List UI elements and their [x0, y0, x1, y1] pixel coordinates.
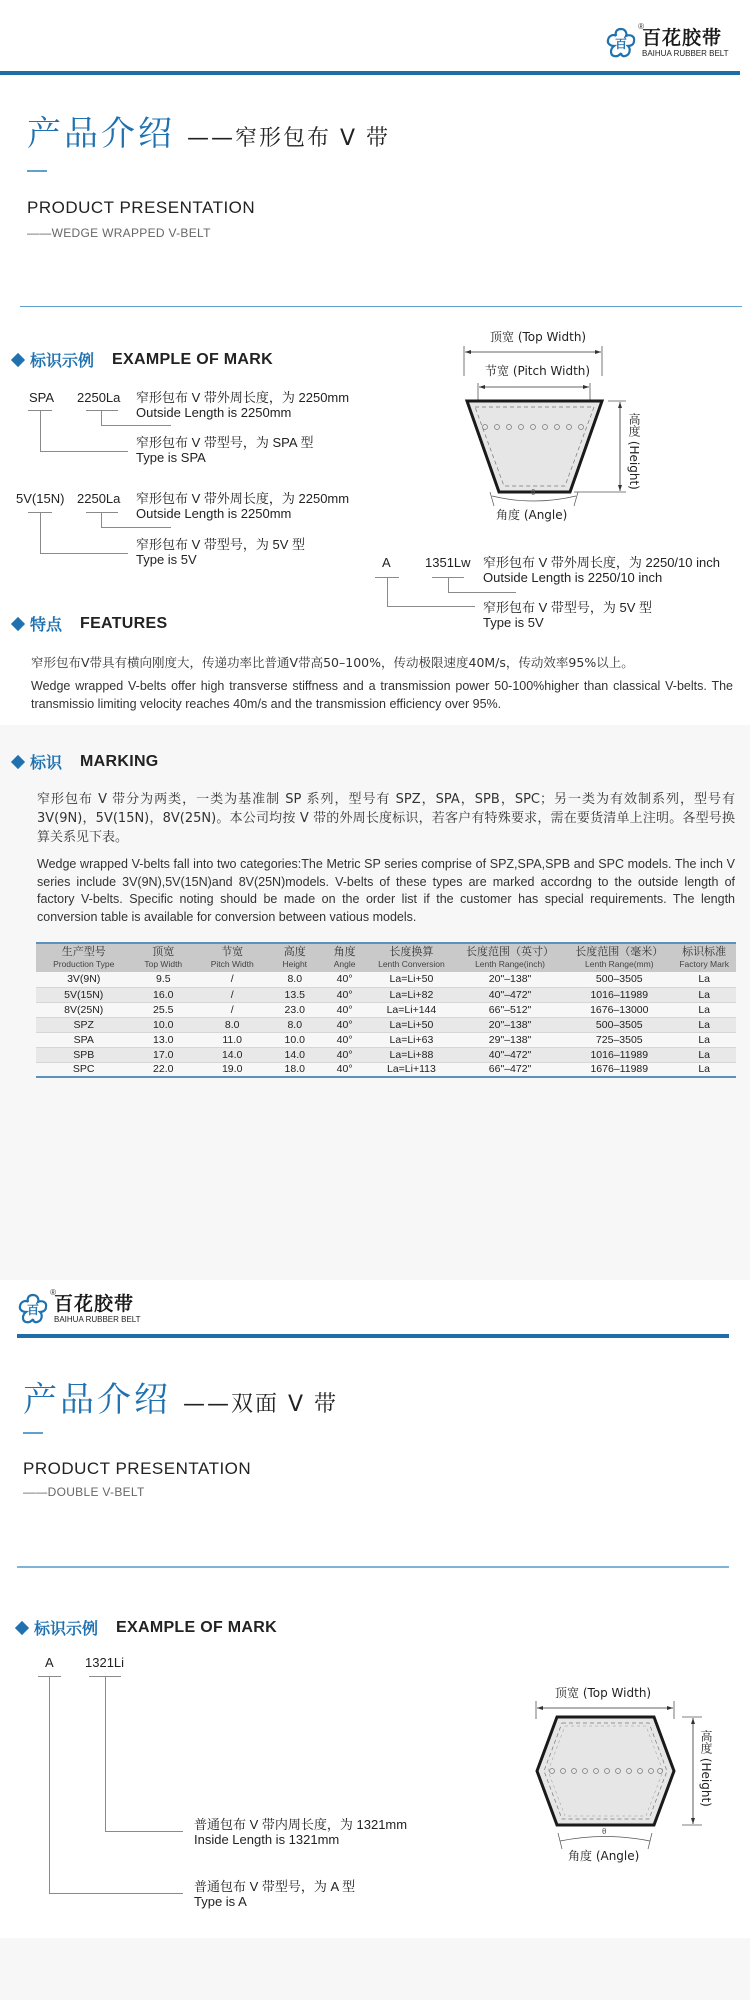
length-description: 窄形包布 V 带外周长度，为 2250mm Outside Length is 2250mm: [136, 390, 350, 420]
title-dash: [27, 170, 47, 172]
leader-line: [387, 577, 388, 607]
theta-symbol: θ: [602, 1827, 607, 1836]
brand-logo: [604, 22, 729, 60]
leader-line: [101, 425, 171, 426]
header-rule-page2: [17, 1334, 729, 1338]
page2-title: [23, 1372, 338, 1421]
brand-name-cn: 百花胶带: [54, 1292, 135, 1315]
type-description: 窄形包布 V 带型号，为 5V 型 Type is 5V: [136, 537, 306, 567]
example-heading: 标识示例 EXAMPLE OF MARK: [10, 348, 273, 371]
pitch-width-label: 节宽 (Pitch Width): [485, 364, 591, 378]
section-rule: [20, 306, 742, 307]
svg-text:百: 百: [614, 37, 628, 51]
length-description: 普通包布 V 带内周长度，为 1321mm Inside Length is 1321mm: [194, 1817, 408, 1847]
spec-table: [36, 942, 736, 1078]
presentation-title: PRODUCT PRESENTATION: [23, 1459, 252, 1478]
diamond-bullet-icon: [11, 352, 25, 366]
title-sub: ——窄形包布 V 带: [187, 126, 391, 151]
leader-line: [387, 606, 475, 607]
table-row: SPC 22.0 19.0 18.0 40° La=Li+113 66"–472" 1676–11989 La: [36, 1062, 736, 1077]
angle-label: 角度 (Angle): [496, 508, 568, 522]
marking-text-cn: 窄形包布 V 带分为两类，一类为基准制 SP 系列，型号有 SPZ，SPA，SPB，SPC；另一类为有效制系列，型号有 3V(9N)，5V(15N)，8V(25N)。本公司均按 V 带的外周长度标识，若客户有特殊要求，需在要货清单上注明。各型号换算关系见下表。: [37, 792, 735, 845]
presentation-subtitle: ——WEDGE WRAPPED V-BELT: [27, 226, 211, 240]
page1-title: [27, 106, 390, 155]
underline: [86, 410, 118, 411]
length-description: 窄形包布 V 带外周长度，为 2250mm Outside Length is 2250mm: [136, 491, 350, 521]
svg-text:百: 百: [26, 1303, 40, 1317]
diamond-bullet-icon: [11, 616, 25, 630]
marking-heading: 标识 MARKING: [10, 750, 159, 773]
leader-line: [101, 512, 102, 528]
mark-type: SPA: [29, 390, 55, 405]
diamond-bullet-icon: [15, 1620, 29, 1634]
brand-logo-page2: [16, 1288, 141, 1326]
leader-line: [40, 553, 128, 554]
leader-line: [105, 1831, 183, 1832]
wedge-belt-cross-section-diagram: [440, 328, 650, 528]
table-row: SPB 17.0 14.0 14.0 40° La=Li+88 40"–472" 1016–11989 La: [36, 1047, 736, 1062]
title-sub: ——双面 V 带: [183, 1392, 339, 1417]
type-description: 窄形包布 V 带型号，为 5V 型 Type is 5V: [483, 600, 653, 630]
title-cn: 产品介绍: [27, 114, 175, 154]
top-width-label: 顶宽 (Top Width): [490, 330, 587, 344]
leader-line: [40, 410, 41, 452]
type-description: 普通包布 V 带型号，为 A 型 Type is A: [194, 1879, 356, 1909]
leader-line: [448, 577, 449, 593]
section-rule: [17, 1566, 729, 1568]
height-label: 高度 (Height): [627, 413, 641, 490]
title-dash: [23, 1432, 43, 1434]
page-bottom-gap: [0, 1938, 750, 2000]
leader-line: [105, 1676, 106, 1832]
mark-length: 2250La: [77, 491, 121, 506]
features-text-en: Wedge wrapped V-belts offer high transverse stiffness and a transmission power 50-100%higher than classical V-belts. The transmissio limiting velocity reaches 40m/s and the transmission efficiency over 95%.: [31, 679, 733, 711]
brand-name-cn: 百花胶带: [642, 26, 723, 49]
header-rule: [0, 71, 740, 75]
spec-table-container: [36, 942, 736, 1078]
leader-line: [40, 451, 128, 452]
mark-type: A: [382, 555, 391, 570]
length-description: 窄形包布 V 带外周长度，为 2250/10 inch Outside Length is 2250/10 inch: [483, 555, 720, 585]
diamond-bullet-icon: [11, 754, 25, 768]
features-background: [0, 620, 750, 730]
top-width-label: 顶宽 (Top Width): [555, 1686, 652, 1700]
table-row: SPA 13.0 11.0 10.0 40° La=Li+63 29"–138" 725–3505 La: [36, 1032, 736, 1047]
mark-type: A: [45, 1655, 54, 1670]
leader-line: [49, 1893, 183, 1894]
leader-line: [448, 592, 516, 593]
leader-line: [49, 1676, 50, 1894]
leader-line: [101, 410, 102, 426]
leader-line: [101, 527, 171, 528]
double-belt-cross-section-diagram: [530, 1685, 730, 1865]
table-header-row: 生产型号 Production Type 顶宽 Top Width 节宽 Pitch Width 高度 Height 角度 Angle 长度换算 Lenth Conversion 长度范围（英寸） Lenth Range(inch) 长度范围（毫米） Lenth Range(mm) 标识标准 Factory Mark: [36, 943, 736, 972]
features-heading: 特点 FEATURES: [10, 612, 167, 635]
mark-length: 1351Lw: [425, 555, 471, 570]
leader-line: [40, 512, 41, 554]
table-row: 5V(15N) 16.0 / 13.5 40° La=Li+82 40"–472" 1016–11989 La: [36, 987, 736, 1002]
brand-name-en: BAIHUA RUBBER BELT: [54, 1314, 141, 1324]
table-row: 8V(25N) 25.5 / 23.0 40° La=Li+144 66"–512" 1676–13000 La: [36, 1002, 736, 1017]
title-cn: 产品介绍: [23, 1380, 171, 1420]
height-label: 高度 (Height): [699, 1730, 713, 1807]
brand-name-en: BAIHUA RUBBER BELT: [642, 48, 729, 58]
table-row: SPZ 10.0 8.0 8.0 40° La=Li+50 20"–138" 500–3505 La: [36, 1017, 736, 1032]
presentation-subtitle: ——DOUBLE V-BELT: [23, 1485, 145, 1499]
mark-type: 5V(15N): [16, 491, 65, 506]
mark-length: 1321Li: [85, 1655, 125, 1670]
underline: [86, 512, 118, 513]
angle-label: 角度 (Angle): [568, 1849, 640, 1863]
flower-logo-icon: [604, 22, 644, 60]
registered-mark: ®: [638, 22, 644, 31]
example-heading-page2: 标识示例 EXAMPLE OF MARK: [14, 1616, 277, 1639]
flower-logo-icon: [16, 1288, 56, 1326]
page-gap: [0, 1120, 750, 1280]
registered-mark: ®: [50, 1288, 56, 1297]
type-description: 窄形包布 V 带型号，为 SPA 型 Type is SPA: [136, 435, 314, 465]
mark-length: 2250La: [77, 390, 121, 405]
table-row: 3V(9N) 9.5 / 8.0 40° La=Li+50 20"–138" 500–3505 La: [36, 972, 736, 987]
theta-symbol: θ: [531, 488, 536, 497]
features-text-cn: 窄形包布Ⅴ带具有横向刚度大，传递功率比普通Ⅴ带高50–100%，传动极限速度40M/s，传动效率95%以上。: [31, 655, 634, 670]
presentation-title: PRODUCT PRESENTATION: [27, 198, 256, 217]
marking-text-en: Wedge wrapped V-belts fall into two categories:The Metric SP series comprise of SPZ,SPA,SPB and SPC models. The inch V series include 3V(9N),5V(15N)and 8V(25N)models. V-belts of these types are marked accordng to the outside length of factory V-belts. Specific noting should be made on the order list if the customer has special requirements. The length conversion table is available for conversion between vatious models.: [37, 857, 735, 924]
